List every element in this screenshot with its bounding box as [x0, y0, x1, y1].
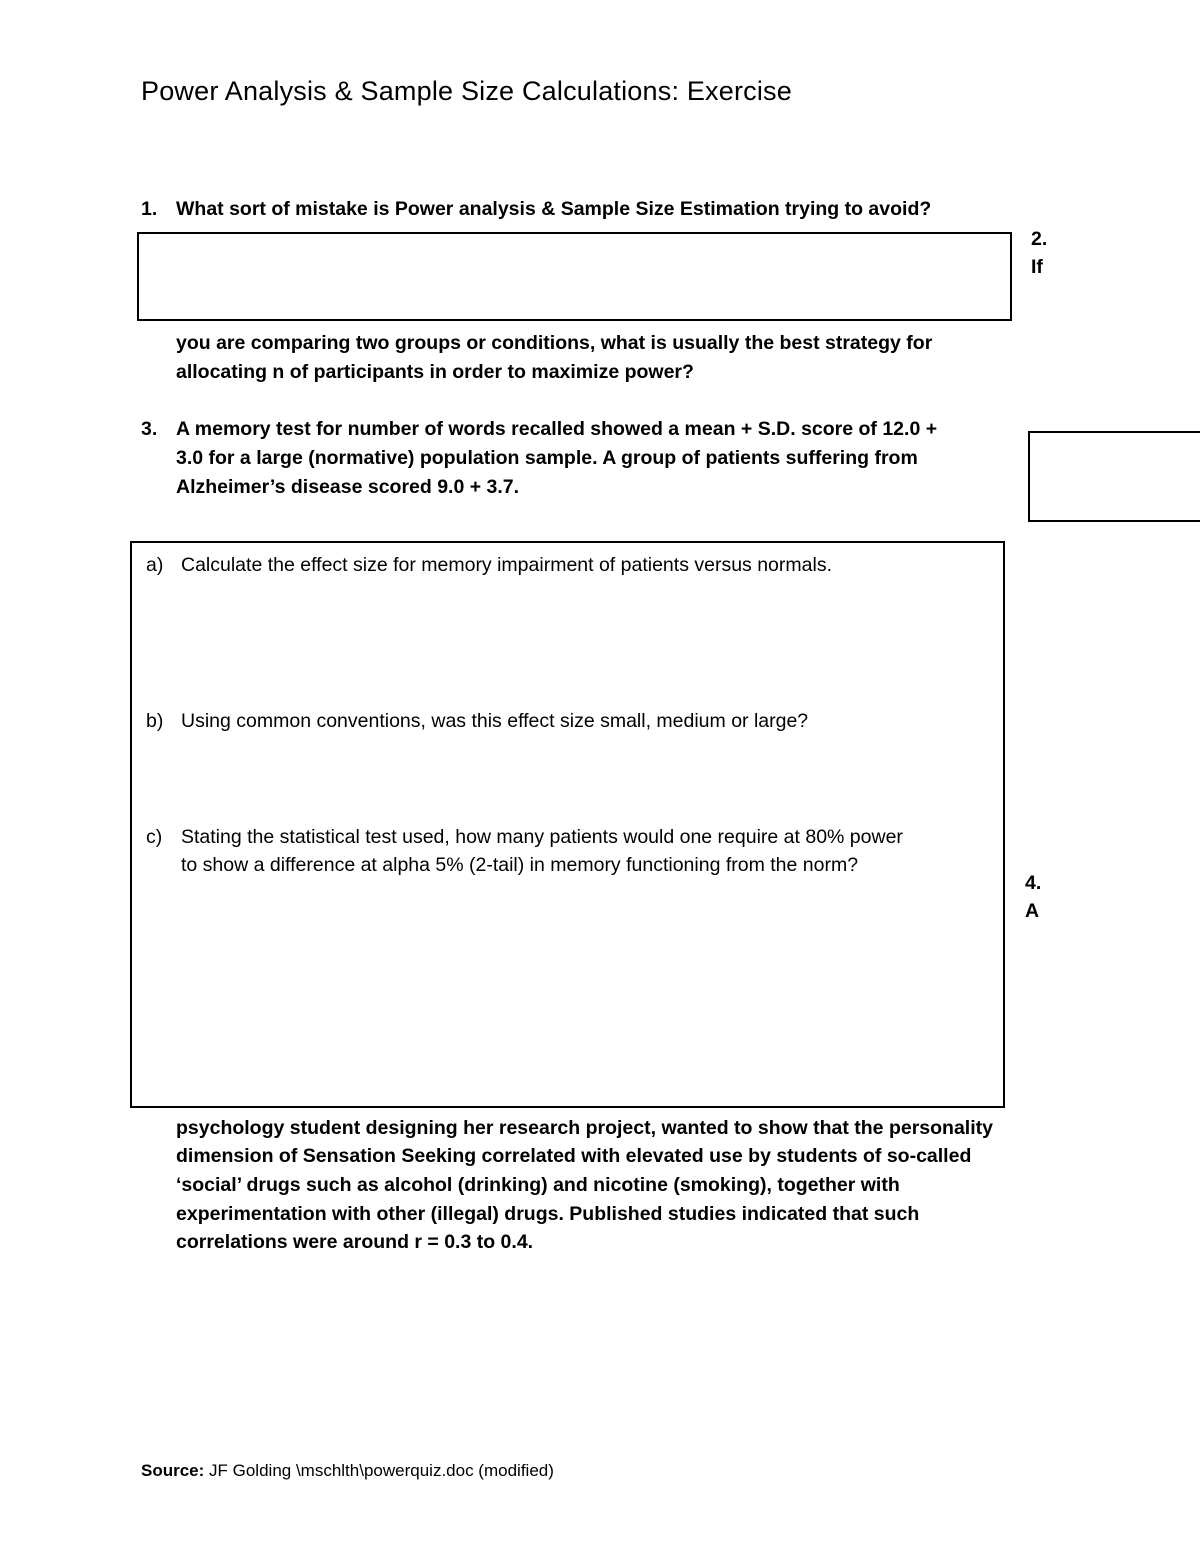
- q3-line-1: A memory test for number of words recalled showed a mean + S.D. score of 12.0 +: [176, 418, 938, 440]
- q1-answer-box[interactable]: [137, 232, 1012, 321]
- q2-line-2: allocating n of participants in order to maximize power?: [176, 361, 694, 383]
- q3-number: 3.: [141, 418, 158, 440]
- q3c-label: c): [146, 826, 163, 848]
- q3-line-2: 3.0 for a large (normative) population sample. A group of patients suffering from: [176, 447, 918, 469]
- q3c-line-1: Stating the statistical test used, how many patients would one require at 80% power: [181, 826, 903, 848]
- source-label: Source:: [141, 1461, 205, 1480]
- q2-side-word: If: [1031, 256, 1043, 278]
- q1-text: What sort of mistake is Power analysis & Sample Size Estimation trying to avoid?: [176, 198, 932, 220]
- q4-line-2: dimension of Sensation Seeking correlated with elevated use by students of so-called: [176, 1145, 972, 1167]
- q4-side-number: 4.: [1025, 872, 1042, 894]
- source-text: JF Golding \mschlth\powerquiz.doc (modified): [204, 1461, 554, 1480]
- page-title: Power Analysis & Sample Size Calculations: Exercise: [141, 76, 792, 106]
- q2-side-number: 2.: [1031, 228, 1048, 250]
- q3b-text: Using common conventions, was this effect size small, medium or large?: [181, 710, 809, 732]
- q4-line-4: experimentation with other (illegal) drugs. Published studies indicated that such: [176, 1203, 920, 1225]
- q4-line-1: psychology student designing her research project, wanted to show that the personality: [176, 1117, 993, 1139]
- q3a-label: a): [146, 554, 164, 576]
- q3c-line-2: to show a difference at alpha 5% (2-tail) in memory functioning from the norm?: [181, 854, 859, 876]
- q3b-label: b): [146, 710, 164, 732]
- q4-side-word: A: [1025, 900, 1040, 922]
- q2-line-1: you are comparing two groups or conditions, what is usually the best strategy for: [176, 332, 933, 354]
- q1-number: 1.: [141, 198, 158, 220]
- q3-line-3: Alzheimer’s disease scored 9.0 + 3.7.: [176, 476, 520, 498]
- source-footer: [141, 1461, 554, 1481]
- q4-line-3: ‘social’ drugs such as alcohol (drinking) and nicotine (smoking), together with: [176, 1174, 900, 1196]
- q2-answer-box[interactable]: [1028, 431, 1200, 522]
- q3a-text: Calculate the effect size for memory impairment of patients versus normals.: [181, 554, 832, 576]
- q4-line-5: correlations were around r = 0.3 to 0.4.: [176, 1231, 534, 1253]
